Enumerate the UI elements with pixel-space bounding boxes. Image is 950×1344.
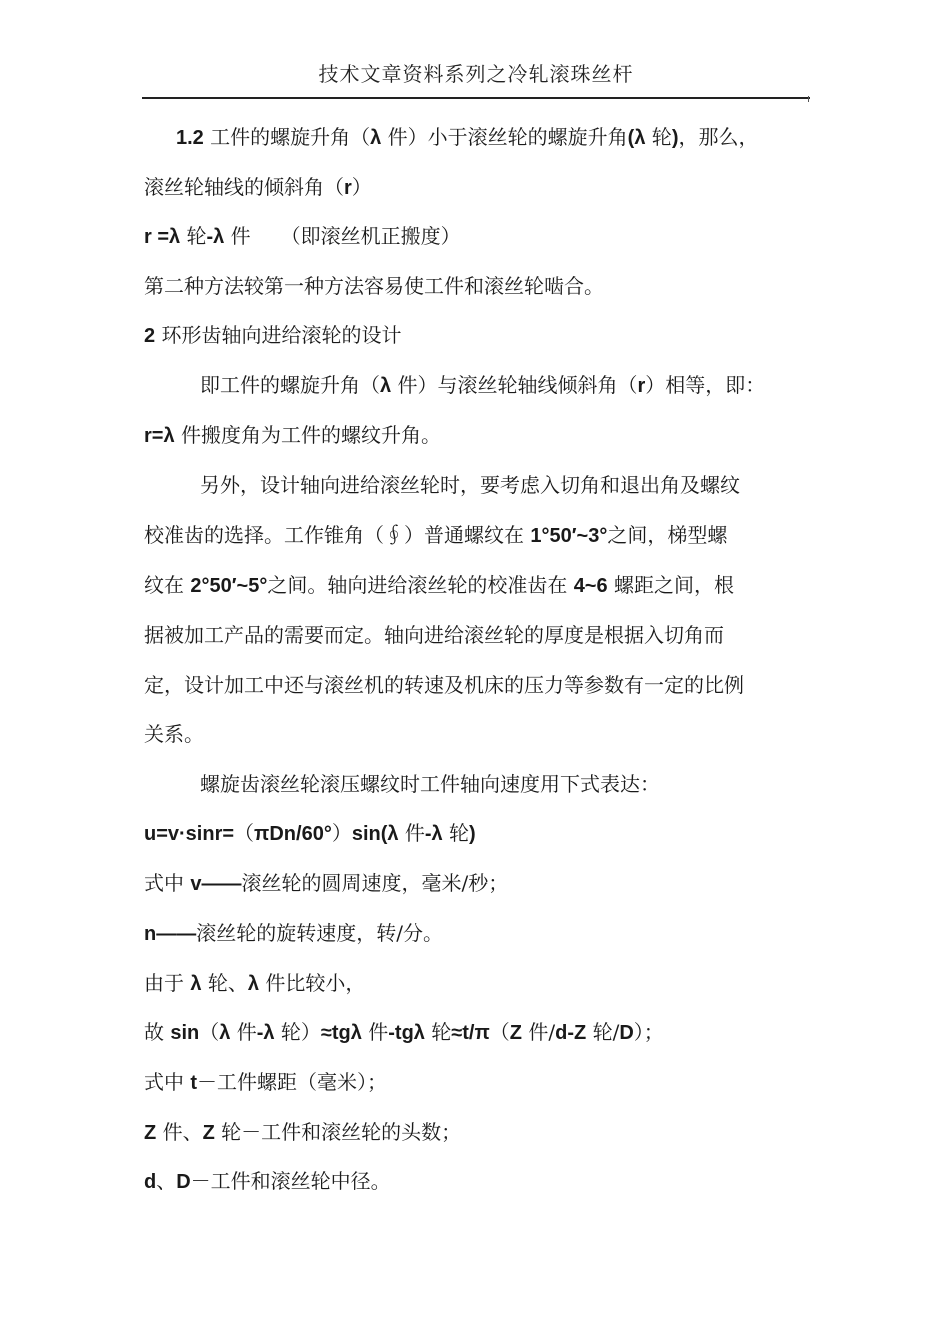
text-line xyxy=(144,920,443,947)
text-run: ） xyxy=(331,821,352,845)
text-run: 件比较小， xyxy=(258,971,366,995)
bold-run: d-Z xyxy=(555,1022,587,1044)
bold-run: -λ xyxy=(256,1022,275,1044)
text-run: ）； xyxy=(633,1020,664,1044)
text-line xyxy=(144,422,441,449)
bold-run: 1°50′~3° xyxy=(530,525,608,547)
bold-run: D xyxy=(176,1171,191,1193)
text-run: （ xyxy=(489,1020,510,1044)
bold-run: ≈tgλ xyxy=(320,1022,362,1044)
text-run: 据被加工产品的需要而定。轴向进给滚丝轮的厚度是根据入切角而 xyxy=(144,623,724,647)
bold-run: λ xyxy=(190,973,202,995)
header-rule-tick xyxy=(808,96,809,102)
bold-run: Z xyxy=(202,1122,215,1144)
bold-run: r=λ xyxy=(144,425,175,447)
text-run: 工件的螺旋升角（ xyxy=(203,125,371,149)
bold-run: ) xyxy=(469,823,476,845)
text-line xyxy=(200,771,660,797)
text-line xyxy=(144,1069,387,1096)
text-run: 即工件的螺旋升角（ xyxy=(200,373,380,397)
text-run: 式中 xyxy=(144,1070,191,1094)
text-line xyxy=(144,273,604,299)
bold-run: -tgλ xyxy=(388,1022,425,1044)
text-line xyxy=(144,223,461,250)
bold-run: u=v·sinr= xyxy=(144,823,235,845)
text-run: 件 xyxy=(230,1020,257,1044)
text-line xyxy=(200,372,765,399)
text-line xyxy=(176,124,758,151)
bold-run: ≈t/π xyxy=(451,1022,490,1044)
text-run: 另外，设计轴向进给滚丝轮时，要考虑入切角和退出角及螺纹 xyxy=(200,473,740,497)
text-line xyxy=(144,174,372,201)
bold-run: 1.2 xyxy=(176,127,204,149)
bold-run: r xyxy=(637,375,646,397)
bold-run: Z xyxy=(509,1022,523,1044)
formula-line xyxy=(144,820,476,847)
bold-run: 2°50′~5° xyxy=(190,575,268,597)
text-run: 轮 xyxy=(180,224,207,248)
text-run: ） xyxy=(351,175,372,199)
bold-run: λ xyxy=(380,375,392,397)
text-run: 滚丝轮轴线的倾斜角（ xyxy=(144,175,344,199)
bold-run: Z xyxy=(144,1122,157,1144)
text-run: －工件螺距（毫米）； xyxy=(197,1070,388,1094)
text-run: 轮/ xyxy=(586,1020,620,1044)
text-run: 件 （即滚丝机正搬度） xyxy=(224,224,461,248)
text-run: （ xyxy=(199,1020,220,1044)
text-run: 滚丝轮的旋转速度，转/分。 xyxy=(196,921,443,945)
text-run: 式中 xyxy=(144,871,191,895)
bold-run: r xyxy=(344,177,352,199)
text-line xyxy=(144,672,744,698)
text-run: 关系。 xyxy=(144,722,204,746)
text-run: 轮 xyxy=(424,1020,452,1044)
bold-run: -λ xyxy=(206,226,225,248)
text-run: 件 xyxy=(361,1020,389,1044)
text-line xyxy=(144,721,204,747)
text-run: 滚丝轮的圆周速度，毫米/秒； xyxy=(241,871,509,895)
bold-run: 2 xyxy=(144,325,156,347)
text-run: 故 xyxy=(144,1020,171,1044)
bold-run: λ xyxy=(247,973,259,995)
text-run: 轮－工件和滚丝轮的头数； xyxy=(214,1120,462,1144)
text-run: 之间，梯型螺 xyxy=(607,523,728,547)
bold-run: λ xyxy=(219,1022,231,1044)
bold-run: d xyxy=(144,1171,157,1193)
bold-run: ) xyxy=(671,127,679,149)
text-run: 件）与滚丝轮轴线倾斜角（ xyxy=(391,373,638,397)
bold-run: D xyxy=(619,1022,634,1044)
text-run: 由于 xyxy=(144,971,191,995)
text-run: 轮） xyxy=(274,1020,321,1044)
bold-run: -λ xyxy=(424,823,443,845)
page-header-title: 技术文章资料系列之冷轧滚珠丝杆 xyxy=(318,62,634,86)
text-run: 环形齿轴向进给滚轮的设计 xyxy=(155,323,402,347)
text-run: 件）小于滚丝轮的螺旋升角 xyxy=(381,125,628,149)
text-run: 第二种方法较第一种方法容易使工件和滚丝轮啮合。 xyxy=(144,274,604,298)
text-run: 校准齿的选择。工作锥角（∮）普通螺纹在 xyxy=(144,523,531,547)
text-run: 件搬度角为工件的螺纹升角。 xyxy=(174,423,441,447)
bold-run: πDn/60° xyxy=(254,823,332,845)
text-run: 之间。轴向进给滚丝轮的校准齿在 xyxy=(267,573,574,597)
bold-run: (λ xyxy=(627,127,646,149)
text-run: （ xyxy=(234,821,255,845)
text-run: －工件和滚丝轮中径。 xyxy=(190,1169,391,1193)
text-run: 螺旋齿滚丝轮滚压螺纹时工件轴向速度用下式表达： xyxy=(200,772,660,796)
header-rule xyxy=(142,97,810,99)
text-line xyxy=(144,1168,391,1195)
text-run: 件、 xyxy=(156,1120,203,1144)
text-line xyxy=(144,970,365,997)
text-run: 纹在 xyxy=(144,573,191,597)
bold-run: n—— xyxy=(144,923,197,945)
text-run: 件 xyxy=(398,821,425,845)
text-run: 轮 xyxy=(645,125,672,149)
formula-line xyxy=(144,1019,664,1046)
text-run: 轮 xyxy=(442,821,470,845)
text-run: ）相等，即： xyxy=(645,373,766,397)
bold-run: t xyxy=(190,1072,198,1094)
section-heading xyxy=(144,322,401,349)
bold-run: v—— xyxy=(190,873,242,895)
text-line xyxy=(144,622,724,648)
bold-run: sin xyxy=(170,1022,200,1044)
text-run: 、 xyxy=(156,1169,177,1193)
bold-run: λ xyxy=(370,127,382,149)
text-run: 螺距之间，根 xyxy=(607,573,734,597)
bold-run: 4~6 xyxy=(573,575,608,597)
text-line xyxy=(200,472,740,498)
text-line xyxy=(144,522,727,549)
text-run: 定，设计加工中还与滚丝机的转速及机床的压力等参数有一定的比例 xyxy=(144,673,744,697)
text-run: ，那么， xyxy=(678,125,759,149)
text-line xyxy=(144,1119,461,1146)
bold-run: sin(λ xyxy=(351,823,399,845)
text-run: 件/ xyxy=(522,1020,556,1044)
text-line xyxy=(144,572,734,599)
text-run: 轮、 xyxy=(201,971,248,995)
text-line xyxy=(144,870,508,897)
bold-run: r =λ xyxy=(144,226,181,248)
